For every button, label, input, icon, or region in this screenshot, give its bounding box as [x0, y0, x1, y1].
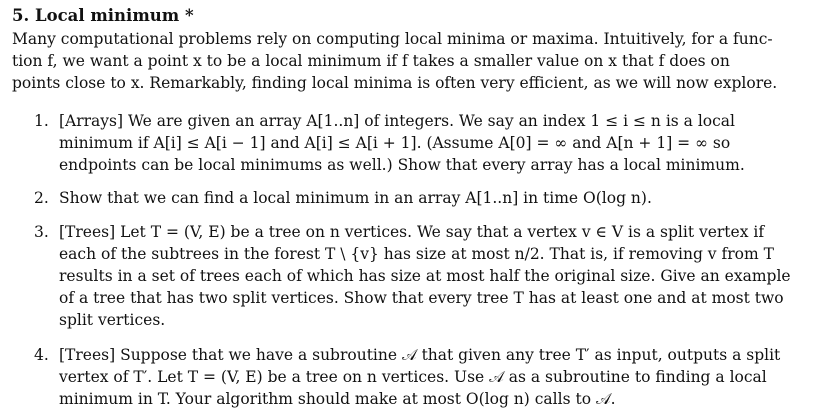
part-line: results in a set of trees each of which has size at most half the original size. Give an example: [59, 267, 791, 285]
part-number: 2.: [34, 189, 49, 207]
part-line: [Arrays] We are given an array A[1..n] of integers. We say an index 1 ≤ i ≤ n is a local: [59, 112, 736, 130]
part-number: 3.: [34, 223, 49, 241]
part-number: 4.: [34, 346, 49, 364]
part-line: split vertices.: [59, 311, 166, 329]
part-line: of a tree that has two split vertices. Show that every tree T has at least one and at most two: [59, 289, 784, 307]
part-line: [Trees] Let T = (V, E) be a tree on n vertices. We say that a vertex v ∈ V is a split vertex if: [59, 223, 765, 241]
intro-line: points close to x. Remarkably, finding local minima is often very efficient, as we will now explore.: [12, 74, 778, 92]
problem-title: 5. Local minimum *: [12, 6, 194, 25]
intro-line: tion f, we want a point x to be a local minimum if f takes a smaller value on x that f does on: [12, 52, 730, 70]
problem-intro: [12, 28, 804, 94]
part-line: Show that we can find a local minimum in an array A[1..n] in time O(log n).: [59, 189, 652, 207]
part-line: minimum in T. Your algorithm should make at most O(log n) calls to 𝒜.: [59, 390, 616, 408]
part-line: each of the subtrees in the forest T \ {v} has size at most n/2. That is, if removing v from T: [59, 245, 774, 263]
part-number: 1.: [34, 112, 49, 130]
part-text: [59, 110, 799, 176]
part-line: endpoints can be local minimums as well.) Show that every array has a local minimum.: [59, 156, 745, 174]
part-line: vertex of T′. Let T = (V, E) be a tree on n vertices. Use 𝒜 as a subroutine to finding a local: [59, 368, 767, 386]
part-text: [59, 187, 799, 209]
intro-line: Many computational problems rely on computing local minima or maxima. Intuitively, for a func-: [12, 30, 773, 48]
part-text: [59, 344, 799, 410]
part-text: [59, 221, 799, 331]
part-line: [Trees] Suppose that we have a subroutine 𝒜 that given any tree T′ as input, outputs a split: [59, 346, 781, 364]
part-line: minimum if A[i] ≤ A[i − 1] and A[i] ≤ A[i + 1]. (Assume A[0] = ∞ and A[n + 1] = ∞ so: [59, 134, 731, 152]
